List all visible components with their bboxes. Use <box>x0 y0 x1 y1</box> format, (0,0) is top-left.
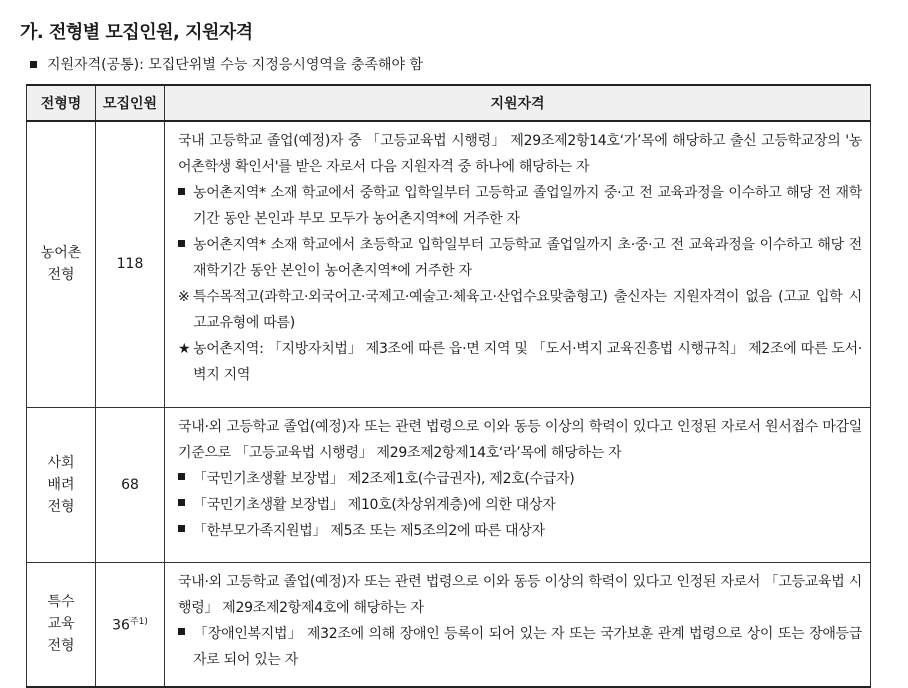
track-name-line: 전형 <box>47 638 75 655</box>
item-text: 농어촌지역* 소재 학교에서 초등학교 입학일부터 고등학교 졸업일까지 초·중·고 전 교육과정을 이수하고 해당 전 재학기간 동안 본인이 농어촌지역*에 거주한 자 <box>193 237 862 279</box>
item-text: 특수목적고(과학고·외국어고·국제고·예술고·체육고·산업수요맞춤형고) 출신자는 지원자격이 없음 (고교 입학 시 고교유형에 따름) <box>193 289 862 331</box>
square-bullet-icon <box>178 473 185 480</box>
recruit-count-value: 68 <box>121 476 139 493</box>
admission-table <box>26 84 871 688</box>
recruit-count-value: 36 <box>112 618 130 635</box>
eligibility-bullet-item <box>178 232 862 284</box>
recruit-count <box>96 562 165 687</box>
eligibility-cell <box>165 121 871 407</box>
eligibility-bullet-item <box>178 492 862 518</box>
common-eligibility-note <box>30 54 423 74</box>
square-bullet-icon <box>178 525 185 532</box>
header-eligibility: 지원자격 <box>165 85 871 121</box>
track-name <box>27 562 96 687</box>
section-title: 가. 전형별 모집인원, 지원자격 <box>20 22 253 43</box>
eligibility-bullet-item <box>178 466 862 492</box>
item-text: 농어촌지역: 「지방자치법」 제3조에 따른 읍·면 지역 및 「도서·벽지 교육진흥법 시행규칙」 제2조에 따른 도서·벽지 지역 <box>193 341 862 383</box>
table-row <box>27 121 871 407</box>
track-name-line: 전형 <box>47 267 75 284</box>
header-track: 전형명 <box>27 85 96 121</box>
eligibility-text: 국내·외 고등학교 졸업(예정)자 또는 관련 법령으로 이와 동등 이상의 학력이 있다고 인정된 자로서 「고등교육법 시행령」 제29조제2항제4호에 해당하는 자 <box>178 573 862 616</box>
eligibility-text: 국내 고등학교 졸업(예정)자 중 「고등교육법 시행령」 제29조제2항14호‘가’목에 해당하고 출신 고등학교장의 '농어촌학생 확인서'를 받은 자로서 다음 지원자격 중 하나에 해당하는 자 <box>178 133 862 175</box>
note-text: 지원자격(공통): 모집단위별 수능 지정응시영역을 충족해야 함 <box>47 57 423 73</box>
table-row <box>27 562 871 687</box>
track-name-line: 전형 <box>47 498 75 515</box>
item-text: 「장애인복지법」 제32조에 의해 장애인 등록이 되어 있는 자 또는 국가보훈 관계 법령으로 상이 또는 장애등급자로 되어 있는 자 <box>193 625 862 668</box>
eligibility-cell <box>165 407 871 562</box>
track-name-line: 사회 <box>47 454 75 471</box>
star-icon: ★ <box>178 341 191 357</box>
eligibility-bullet-item <box>178 518 862 544</box>
eligibility-bullet-item <box>178 180 862 232</box>
square-bullet-icon <box>178 240 185 247</box>
square-bullet-icon <box>178 499 185 506</box>
square-bullet-icon <box>178 188 185 195</box>
header-count: 모집인원 <box>96 85 165 121</box>
track-name <box>27 407 96 562</box>
square-bullet-icon <box>30 61 37 68</box>
eligibility-cell <box>165 562 871 687</box>
track-name-line: 농어촌 <box>40 245 82 262</box>
track-name-line: 특수 <box>47 594 75 611</box>
square-bullet-icon <box>178 628 185 635</box>
track-name-line: 교육 <box>47 616 75 633</box>
eligibility-note-item <box>178 284 862 336</box>
eligibility-bullet-item <box>178 621 862 673</box>
table-row <box>27 407 871 562</box>
recruit-count <box>96 407 165 562</box>
reference-mark-icon: ※ <box>178 289 190 305</box>
footnote-marker: 주1) <box>129 617 148 628</box>
eligibility-text: 국내·외 고등학교 졸업(예정)자 또는 관련 법령으로 이와 동등 이상의 학력이 있다고 인정된 자로서 원서접수 마감일 기준으로 「고등교육법 시행령」 제29조제2항제14호‘라’목에 해당하는 자 <box>178 418 862 461</box>
track-name-line: 배려 <box>47 476 75 493</box>
item-text: 「국민기초생활 보장법」 제2조제1호(수급권자), 제2호(수급자) <box>193 470 575 487</box>
recruit-count-value: 118 <box>116 256 144 273</box>
item-text: 「한부모가족지원법」 제5조 또는 제5조의2에 따른 대상자 <box>193 522 545 539</box>
recruit-count <box>96 121 165 407</box>
table-header-row <box>27 85 871 121</box>
track-name <box>27 121 96 407</box>
item-text: 「국민기초생활 보장법」 제10호(차상위계층)에 의한 대상자 <box>193 496 556 513</box>
item-text: 농어촌지역* 소재 학교에서 중학교 입학일부터 고등학교 졸업일까지 중·고 전 교육과정을 이수하고 해당 전 재학기간 동안 본인과 부모 모두가 농어촌지역*에 거주한 자 <box>193 185 862 227</box>
eligibility-note-item <box>178 336 862 388</box>
